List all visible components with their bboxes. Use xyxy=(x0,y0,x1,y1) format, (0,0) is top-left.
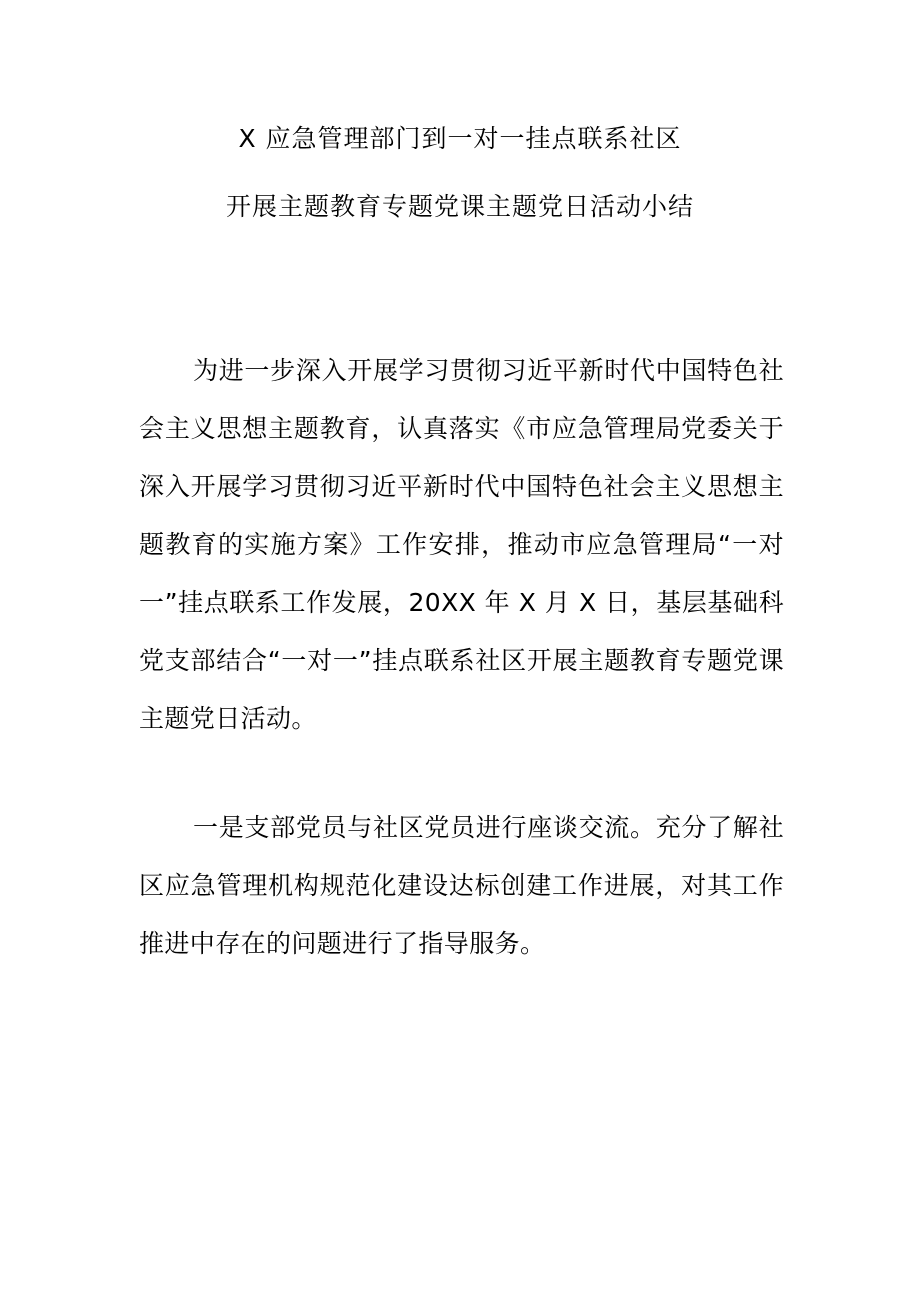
body-paragraph-2: 一是支部党员与社区党员进行座谈交流。充分了解社区应急管理机构规范化建设达标创建工作进展，对其工作推进中存在的问题进行了指导服务。 xyxy=(139,813,784,958)
document-title-line-1: X 应急管理部门到一对一挂点联系社区 xyxy=(238,124,682,153)
body-paragraph-1: 为进一步深入开展学习贯彻习近平新时代中国特色社会主义思想主题教育，认真落实《市应急管理局党委关于深入开展学习贯彻习近平新时代中国特色社会主义思想主题教育的实施方案》工作安排，推动市应急管理局“一对一”挂点联系工作发展，20XX 年 X 月 X 日，基层基础科党支部结合“一对一”挂点联系社区开展主题教育专题党课主题党日活动。 xyxy=(139,356,784,733)
document-title-line-2: 开展主题教育专题党课主题党日活动小结 xyxy=(225,192,694,221)
